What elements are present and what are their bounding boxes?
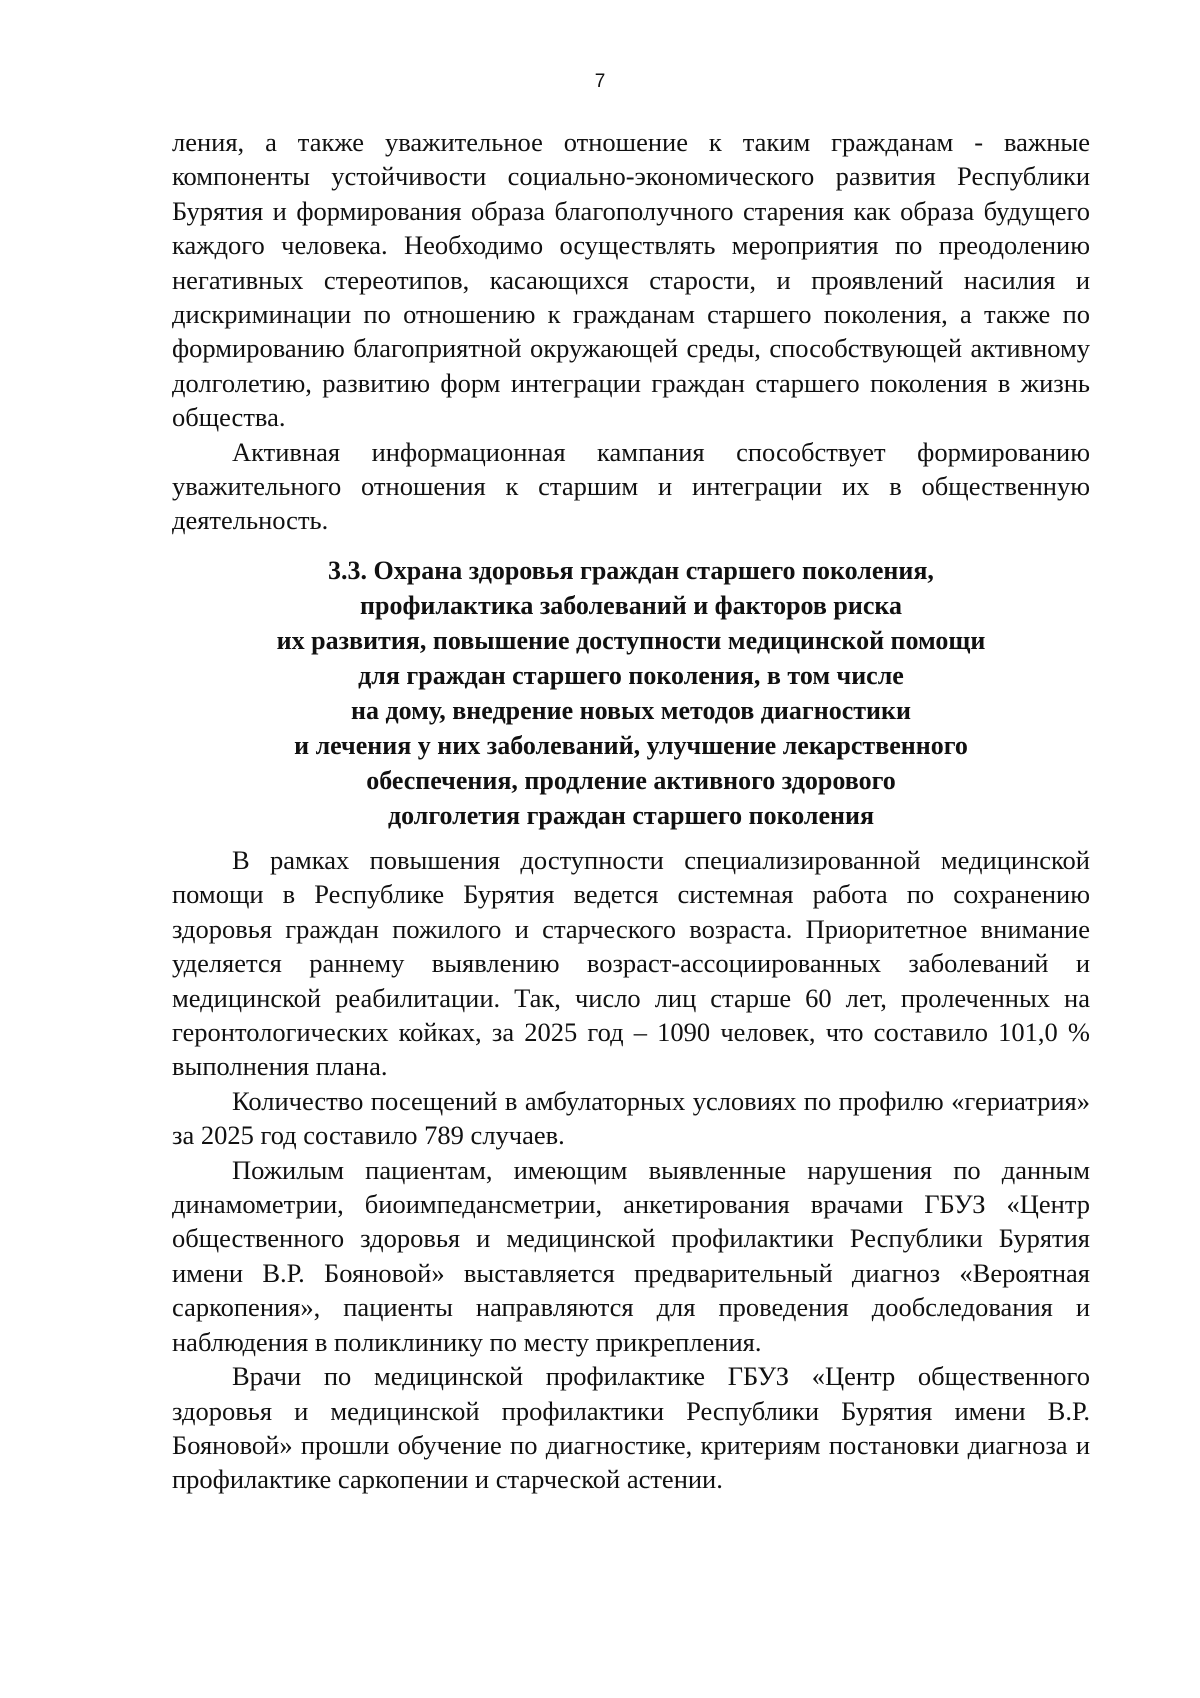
section-heading-line: профилактика заболеваний и факторов риска xyxy=(360,591,902,620)
paragraph-doctor-training: Врачи по медицинской профилактике ГБУЗ «Центр общественного здоровья и медицинской профилактики Республики Бурятия имени В.Р. Бояновой» прошли обучение по диагностике, критериям постановки диагноза и профилактике саркопении и старческой астении. xyxy=(172,1361,1090,1495)
intro-text-block xyxy=(172,125,1090,538)
section-text-block xyxy=(172,843,1090,1497)
section-heading-line: долголетия граждан старшего поколения xyxy=(387,801,875,830)
section-heading-line: обеспечения, продление активного здорового xyxy=(366,766,896,795)
intro-paragraph-information-campaign: Активная информационная кампания способствует формированию уважительного отношения к старшим и интеграции их в общественную деятельность. xyxy=(172,436,1090,536)
paragraph-geriatric-visits: Количество посещений в амбулаторных условиях по профилю «гериатрия» за 2025 год составило 789 случаев. xyxy=(172,1085,1090,1151)
section-heading-3-3 xyxy=(172,553,1090,833)
paragraph-specialized-care: В рамках повышения доступности специализированной медицинской помощи в Республике Бурятия ведется системная работа по сохранению здоровья граждан пожилого и старческого возраста. Приоритетное внимание уделяется раннему выявлению возраст-ассоциированных заболеваний и медицинской реабилитации. Так, число лиц старше 60 лет, пролеченных на геронтологических койках, за 2025 год – 1090 человек, что составило 101,0 % выполнения плана. xyxy=(172,845,1090,1082)
paragraph-sarcopenia-diagnosis: Пожилым пациентам, имеющим выявленные нарушения по данным динамометрии, биоимпедансметрии, анкетирования врачами ГБУЗ «Центр общественного здоровья и медицинской профилактики Республики Бурятия имени В.Р. Бояновой» выставляется предварительный диагноз «Вероятная саркопения», пациенты направляются для проведения дообследования и наблюдения в поликлинику по месту прикрепления. xyxy=(172,1154,1090,1357)
section-heading-line: на дому, внедрение новых методов диагностики xyxy=(351,696,911,725)
section-heading-line: для граждан старшего поколения, в том числе xyxy=(358,661,904,690)
section-heading-line: 3.3. Охрана здоровья граждан старшего поколения, xyxy=(328,556,934,585)
section-heading-line: и лечения у них заболеваний, улучшение лекарственного xyxy=(294,731,968,760)
intro-paragraph-continuation: ления, а также уважительное отношение к таким гражданам - важные компоненты устойчивости социально-экономического развития Республики Бурятия и формирования образа благополучного старения как образа будущего каждого человека. Необходимо осуществлять мероприятия по преодолению негативных стереотипов, касающихся старости, и проявлений насилия и дискриминации по отношению к гражданам старшего поколения, а также по формированию благоприятной окружающей среды, способствующей активному долголетию, развитию форм интеграции граждан старшего поколения в жизнь общества. xyxy=(172,127,1090,433)
section-heading-line: их развития, повышение доступности медицинской помощи xyxy=(276,626,986,655)
page-number: 7 xyxy=(594,71,606,92)
